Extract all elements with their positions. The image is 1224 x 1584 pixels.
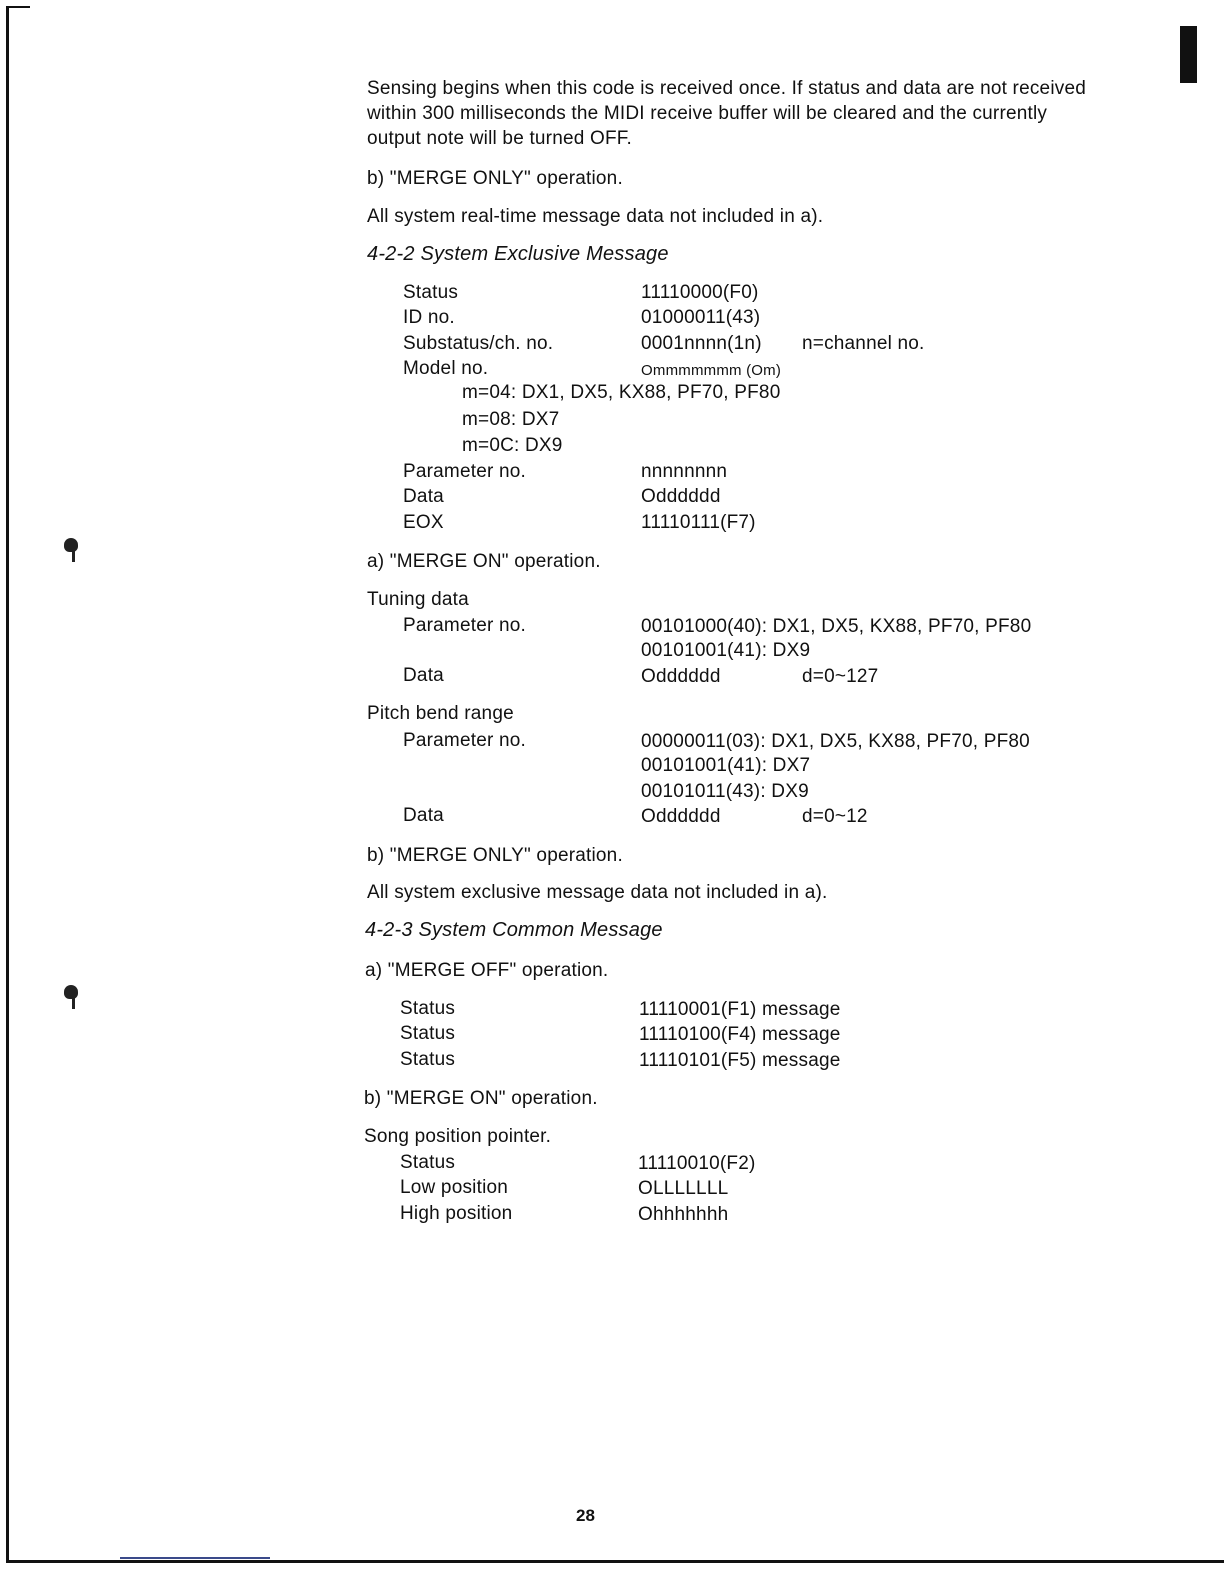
left-edge-tick — [6, 6, 30, 8]
field-note: n=channel no. — [802, 333, 925, 354]
tuning-heading: Tuning data — [367, 589, 469, 610]
merge-on-heading-2: b) "MERGE ON" operation. — [364, 1088, 598, 1109]
field-label: ID no. — [403, 307, 455, 328]
model-line: m=08: DX7 — [462, 409, 560, 430]
field-range: d=0~12 — [802, 806, 868, 827]
binder-hole-mark — [64, 538, 78, 552]
field-value: 00101001(41): DX7 — [641, 755, 811, 776]
field-label: Data — [403, 665, 444, 686]
field-value: Ommmmmmm (Om) — [641, 362, 782, 379]
field-label: Model no. — [403, 358, 489, 379]
intro-line-1: Sensing begins when this code is received once. If status and data are not received — [367, 78, 1086, 99]
bottom-edge-accent — [120, 1557, 270, 1559]
field-label: Status — [400, 1049, 456, 1070]
field-label: Parameter no. — [403, 461, 526, 482]
intro-line-3: output note will be turned OFF. — [367, 128, 632, 149]
right-edge-mark — [1180, 26, 1197, 83]
left-edge-line — [6, 6, 9, 1562]
field-label: High position — [400, 1203, 513, 1224]
field-label: Parameter no. — [403, 730, 526, 751]
field-value: 00000011(03): DX1, DX5, KX88, PF70, PF80 — [641, 731, 1030, 752]
field-label: Data — [403, 486, 444, 507]
page-number: 28 — [576, 1506, 595, 1525]
rt-merge-only-text: All system real-time message data not included in a). — [367, 206, 824, 227]
field-value: Odddddd — [641, 486, 721, 507]
model-line: m=0C: DX9 — [462, 435, 563, 456]
pitch-heading: Pitch bend range — [367, 703, 514, 724]
field-value: 00101011(43): DX9 — [641, 781, 809, 802]
field-label: Status — [400, 1152, 456, 1173]
field-value: OLLLLLLL — [638, 1178, 729, 1199]
section-title-4-2-2: 4-2-2 System Exclusive Message — [367, 243, 669, 265]
field-value: 00101000(40): DX1, DX5, KX88, PF70, PF80 — [641, 616, 1032, 637]
field-label: Status — [400, 1023, 456, 1044]
model-line: m=04: DX1, DX5, KX88, PF70, PF80 — [462, 382, 781, 403]
field-label: Low position — [400, 1177, 509, 1198]
field-value: Odddddd — [641, 666, 721, 687]
field-value: Ohhhhhhh — [638, 1204, 729, 1225]
field-value: 01000011(43) — [641, 307, 761, 328]
binder-hole-mark — [64, 985, 78, 999]
field-value: 0001nnnn(1n) — [641, 333, 762, 354]
binder-hole-mark-tail — [72, 550, 75, 562]
rt-merge-only-heading: b) "MERGE ONLY" operation. — [367, 168, 623, 189]
field-value: 11110101(F5) message — [639, 1050, 841, 1071]
field-label: Substatus/ch. no. — [403, 333, 554, 354]
field-label: EOX — [403, 512, 444, 533]
field-label: Status — [400, 998, 456, 1019]
field-value: Odddddd — [641, 806, 721, 827]
field-label: Data — [403, 805, 444, 826]
merge-off-heading: a) "MERGE OFF" operation. — [365, 960, 609, 981]
merge-only-heading: b) "MERGE ONLY" operation. — [367, 845, 623, 866]
field-range: d=0~127 — [802, 666, 879, 687]
section-title-4-2-3: 4-2-3 System Common Message — [365, 919, 663, 941]
field-value: 11110100(F4) message — [639, 1024, 841, 1045]
bottom-edge-line — [6, 1560, 1224, 1563]
intro-line-2: within 300 milliseconds the MIDI receive buffer will be cleared and the currently — [367, 103, 1048, 124]
field-label: Parameter no. — [403, 615, 526, 636]
field-value: 11110111(F7) — [641, 512, 756, 533]
merge-only-text: All system exclusive message data not included in a). — [367, 882, 828, 903]
merge-on-heading: a) "MERGE ON" operation. — [367, 551, 601, 572]
song-position-heading: Song position pointer. — [364, 1126, 552, 1147]
field-value: 00101001(41): DX9 — [641, 640, 811, 661]
field-label: Status — [403, 282, 459, 303]
field-value: 11110001(F1) message — [639, 999, 841, 1020]
field-value: nnnnnnnn — [641, 461, 728, 482]
binder-hole-mark-tail — [72, 997, 75, 1009]
field-value: 11110000(F0) — [641, 282, 759, 303]
field-value: 11110010(F2) — [638, 1153, 756, 1174]
